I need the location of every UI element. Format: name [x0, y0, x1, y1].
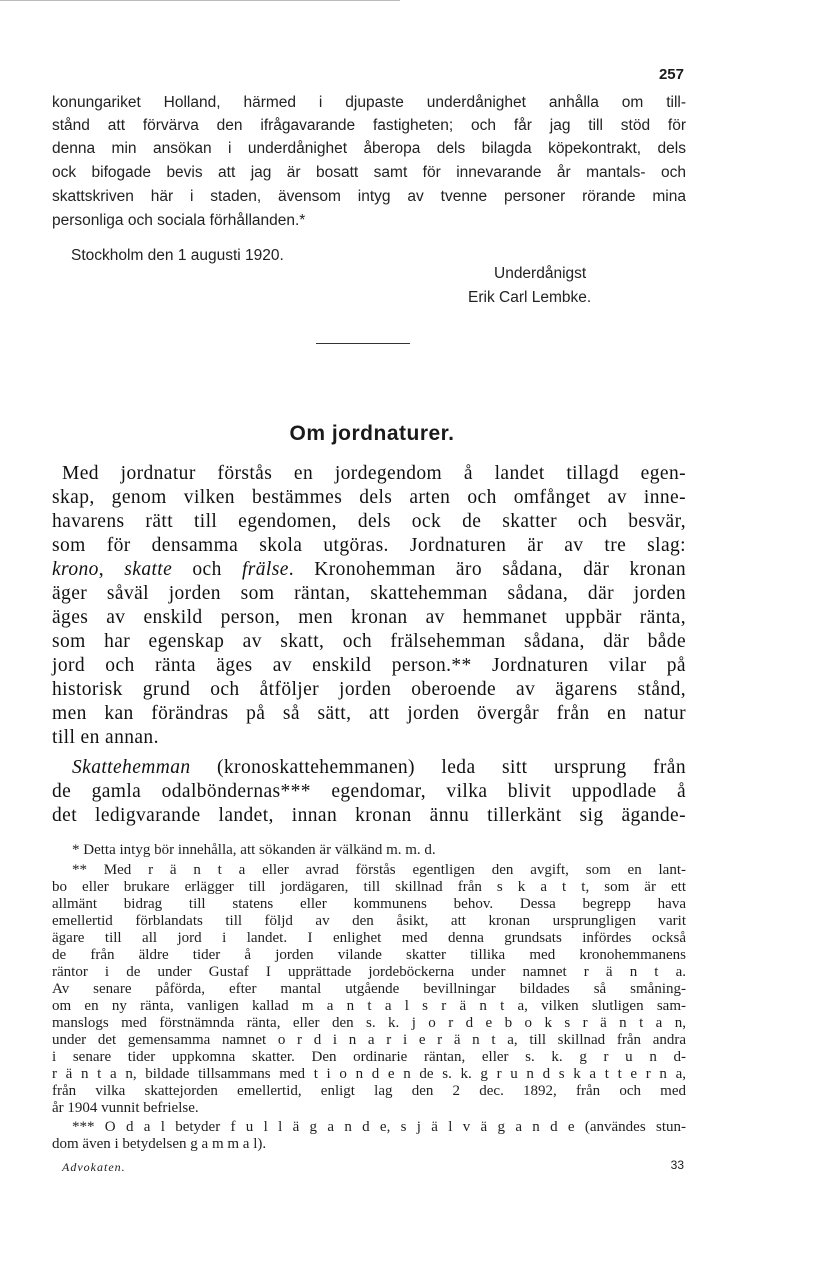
body-line: havarens rätt till egendomen, dels ock de skatter och besvär, — [52, 511, 686, 532]
footnote-3-line: *** O d a l betyder f u l l ä g a n d e, s j ä l v ä g a n d e (användes stun- — [72, 1119, 686, 1135]
body-line: skap, genom vilken bestämmes dels arten och omfånget av inne- — [52, 487, 686, 508]
body-line: Skattehemman (kronoskattehemmanen) leda sitt ursprung från — [72, 757, 686, 778]
footnote-2-line: allmänt bidrag till statens eller kommunens behov. Dessa begrepp hava — [52, 896, 686, 912]
section-divider — [316, 343, 410, 344]
closing: Underdånigst — [494, 265, 587, 282]
letter-line: personliga och sociala förhållanden.* — [52, 212, 306, 229]
body-line: krono, skatte och frälse. Kronohemman äro sådana, där kronan — [52, 559, 686, 580]
body-line: historisk grund och åtföljer jorden oberoende av ägarens stånd, — [52, 679, 686, 700]
body-line: äges av enskild person, men kronan av hemmanet uppbär ränta, — [52, 607, 686, 628]
signature-mark: 33 — [670, 1158, 684, 1172]
footnote-2-line: ägare till all jord i landet. I enlighet med denna grundsats infördes också — [52, 930, 686, 946]
footnote-3-line: dom även i betydelsen g a m m a l). — [52, 1136, 267, 1152]
body-line: men kan förändras på så sätt, att jorden övergår från en natur — [52, 703, 686, 724]
body-line: som för densamma skola utgöras. Jordnaturen är av tre slag: — [52, 535, 686, 556]
footnote-1: * Detta intyg bör innehålla, att sökanden är välkänd m. m. d. — [72, 842, 436, 858]
body-line: som har egenskap av skatt, och frälsehemman sådana, där både — [52, 631, 686, 652]
letter-line: ock bifogade bevis att jag är bosatt samt för innevarande år mantals- och — [52, 164, 686, 181]
letter-line: stånd att förvärva den ifrågavarande fastigheten; och får jag till stöd för — [52, 117, 686, 134]
scan-edge-line — [0, 0, 400, 1]
body-line: det ledigvarande landet, innan kronan ännu tillerkänt sig ägande- — [52, 805, 686, 826]
footnote-2-line: år 1904 vunnit befrielse. — [52, 1100, 199, 1116]
footnote-2-line: om en ny ränta, vanligen kallad m a n t a l s r ä n t a, vilken slutligen sam- — [52, 998, 686, 1014]
footnote-2-line: från vilka skattejorden emellertid, enligt lag den 2 dec. 1892, från och med — [52, 1083, 686, 1099]
publication-name: Advokaten. — [62, 1160, 126, 1174]
signature: Erik Carl Lembke. — [468, 289, 592, 306]
footnote-2-line: ** Med r ä n t a eller avrad förstås egentligen den avgift, som en lant- — [72, 862, 686, 878]
article-title: Om jordnaturer. — [289, 422, 455, 445]
letter-line: konungariket Holland, härmed i djupaste underdånighet anhålla om till- — [52, 94, 686, 111]
footnote-2-line: bo eller brukare erlägger till jordägaren, till skillnad från s k a t t, som är ett — [52, 879, 686, 895]
footnote-2-line: de från äldre tider å jorden vilande skatter tillika med kronohemmanens — [52, 947, 686, 963]
letter-line: skattskriven här i staden, ävensom intyg av tvenne personer rörande mina — [52, 188, 686, 205]
footnote-2-line: emellertid förblandats till följd av den åsikt, att kronan ursprungligen varit — [52, 913, 686, 929]
body-line: jord och ränta äges av enskild person.** Jordnaturen vilar på — [52, 655, 686, 676]
footnote-2-line: i senare tider uppkomna skatter. Den ordinarie räntan, eller s. k. g r u n d- — [52, 1049, 686, 1065]
letter-line: denna min ansökan i underdånighet åberopa dels bilagda köpekontrakt, dels — [52, 140, 686, 157]
body-line: äger såväl jorden som räntan, skattehemman sådana, där jorden — [52, 583, 686, 604]
place-date: Stockholm den 1 augusti 1920. — [71, 247, 284, 264]
body-line: de gamla odalböndernas*** egendomar, vilka blivit uppodlade å — [52, 781, 686, 802]
footnote-2-line: manslogs med förstnämnda ränta, eller den s. k. j o r d e b o k s r ä n t a n, — [52, 1015, 686, 1031]
body-line: till en annan. — [52, 727, 159, 748]
page-number: 257 — [658, 66, 684, 83]
footnote-2-line: r ä n t a n, bildade tillsammans med t i o n d e n de s. k. g r u n d s k a t t e r n a, — [52, 1066, 686, 1082]
footnote-2-line: under det gemensamma namnet o r d i n a r i e r ä n t a, till skillnad från andra — [52, 1032, 686, 1048]
footnote-2-line: räntor i de under Gustaf I upprättade jordeböckerna under namnet r ä n t a. — [52, 964, 686, 980]
body-line: Med jordnatur förstås en jordegendom å landet tillagd egen- — [62, 463, 686, 484]
footnote-2-line: Av senare påförda, efter mantal utgående bevillningar bildades så småning- — [52, 981, 686, 997]
